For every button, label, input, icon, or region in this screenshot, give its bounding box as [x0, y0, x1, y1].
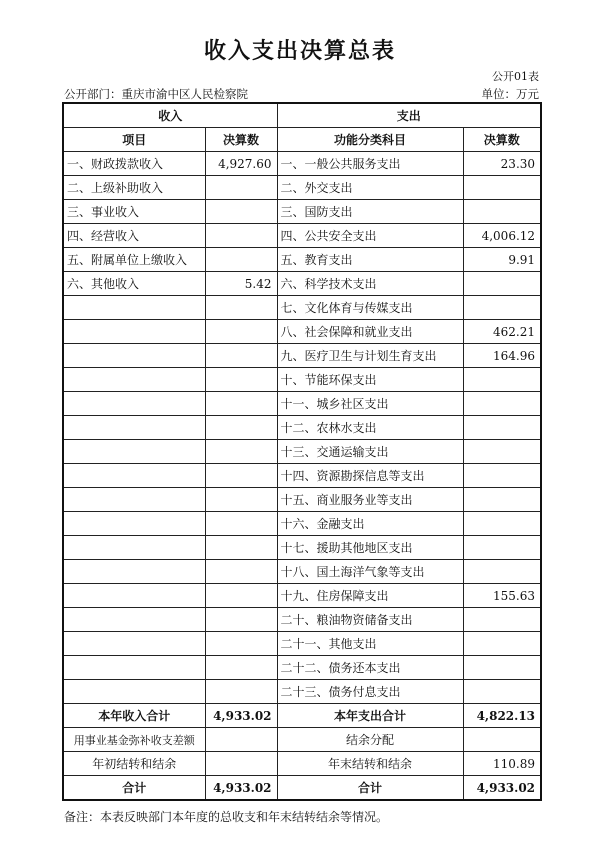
table-row	[63, 296, 541, 320]
expense-item-label: 七、文化体育与传媒支出	[277, 296, 463, 320]
table-row	[63, 320, 541, 344]
amount2-header: 决算数	[463, 128, 541, 152]
income-item-label	[63, 560, 205, 584]
footnote: 备注：本表反映部门本年度的总收支和年末结转结余等情况。	[64, 810, 389, 824]
page-title: 收入支出决算总表	[203, 38, 396, 64]
income-total-label: 本年收入合计	[63, 704, 205, 728]
table-row	[63, 224, 541, 248]
income-item-label	[63, 656, 205, 680]
table-row	[63, 584, 541, 608]
table-row	[63, 152, 541, 176]
func-header: 功能分类科目	[277, 128, 463, 152]
table-row	[63, 248, 541, 272]
expense-item-value	[463, 560, 541, 584]
expense-total-label: 本年支出合计	[277, 704, 463, 728]
expense-item-label: 四、公共安全支出	[277, 224, 463, 248]
expense-item-value	[463, 608, 541, 632]
expense-item-label: 六、科学技术支出	[277, 272, 463, 296]
table-row	[63, 680, 541, 704]
income-item-value	[205, 200, 277, 224]
expense-item-value	[463, 464, 541, 488]
table-row	[63, 176, 541, 200]
item-header: 项目	[63, 128, 205, 152]
income-item-label	[63, 608, 205, 632]
expense-item-value	[463, 512, 541, 536]
expense-item-value	[463, 680, 541, 704]
begin-value	[205, 752, 277, 776]
income-item-value	[205, 296, 277, 320]
grand-label-left: 合计	[63, 776, 205, 801]
expense-item-value	[463, 200, 541, 224]
income-item-value	[205, 512, 277, 536]
income-item-label	[63, 368, 205, 392]
income-item-value	[205, 632, 277, 656]
expense-item-label: 二十一、其他支出	[277, 632, 463, 656]
table-row	[63, 632, 541, 656]
table-row	[63, 536, 541, 560]
budget-table	[62, 102, 542, 801]
expense-item-value	[463, 440, 541, 464]
income-item-label	[63, 680, 205, 704]
total-row	[63, 704, 541, 728]
income-item-value	[205, 680, 277, 704]
income-item-label	[63, 632, 205, 656]
expense-item-label: 九、医疗卫生与计划生育支出	[277, 344, 463, 368]
income-item-label: 四、经营收入	[63, 224, 205, 248]
income-item-label	[63, 320, 205, 344]
table-row	[63, 344, 541, 368]
income-item-label	[63, 464, 205, 488]
table-row	[63, 200, 541, 224]
expense-item-value	[463, 656, 541, 680]
table-row	[63, 416, 541, 440]
income-item-value: 5.42	[205, 272, 277, 296]
expense-item-value: 4,006.12	[463, 224, 541, 248]
income-item-label	[63, 344, 205, 368]
grand-label-right: 合计	[277, 776, 463, 801]
table-row	[63, 560, 541, 584]
expense-item-label: 二十、粮油物资储备支出	[277, 608, 463, 632]
end-label: 年末结转和结余	[277, 752, 463, 776]
expense-item-label: 十四、资源勘探信息等支出	[277, 464, 463, 488]
income-item-label	[63, 536, 205, 560]
table-row	[63, 656, 541, 680]
expense-item-value	[463, 536, 541, 560]
expense-item-value	[463, 176, 541, 200]
grand-total-row	[63, 776, 541, 801]
form-number: 公开01表	[492, 70, 539, 83]
income-item-label	[63, 392, 205, 416]
expense-item-value: 23.30	[463, 152, 541, 176]
header-row-columns	[63, 128, 541, 152]
income-item-label	[63, 512, 205, 536]
end-value: 110.89	[463, 752, 541, 776]
income-item-label	[63, 584, 205, 608]
income-item-label: 三、事业收入	[63, 200, 205, 224]
expense-item-label: 十六、金融支出	[277, 512, 463, 536]
distribution-label: 结余分配	[277, 728, 463, 752]
department-label: 公开部门：重庆市渝中区人民检察院	[64, 87, 248, 101]
expense-item-value: 155.63	[463, 584, 541, 608]
table-row	[63, 272, 541, 296]
distribution-value	[463, 728, 541, 752]
expense-item-label: 二十三、债务付息支出	[277, 680, 463, 704]
expense-item-label: 十七、援助其他地区支出	[277, 536, 463, 560]
income-header: 收入	[63, 103, 277, 128]
expense-item-value: 462.21	[463, 320, 541, 344]
expense-item-label: 十、节能环保支出	[277, 368, 463, 392]
income-item-value	[205, 488, 277, 512]
expense-item-value	[463, 488, 541, 512]
expense-item-value	[463, 296, 541, 320]
expense-item-value	[463, 392, 541, 416]
table-row	[63, 368, 541, 392]
income-item-label: 六、其他收入	[63, 272, 205, 296]
expense-item-label: 十九、住房保障支出	[277, 584, 463, 608]
expense-item-label: 十五、商业服务业等支出	[277, 488, 463, 512]
expense-item-value: 9.91	[463, 248, 541, 272]
unit-label: 单位：万元	[481, 87, 539, 101]
expense-header: 支出	[277, 103, 541, 128]
income-item-value	[205, 416, 277, 440]
income-item-value	[205, 176, 277, 200]
income-item-value	[205, 656, 277, 680]
expense-item-label: 八、社会保障和就业支出	[277, 320, 463, 344]
expense-item-label: 十一、城乡社区支出	[277, 392, 463, 416]
expense-item-label: 十三、交通运输支出	[277, 440, 463, 464]
income-item-label: 一、财政拨款收入	[63, 152, 205, 176]
income-item-value	[205, 584, 277, 608]
income-item-value: 4,927.60	[205, 152, 277, 176]
income-item-value	[205, 608, 277, 632]
expense-item-label: 十八、国土海洋气象等支出	[277, 560, 463, 584]
income-item-value	[205, 224, 277, 248]
income-item-value	[205, 560, 277, 584]
income-item-value	[205, 536, 277, 560]
fund-value	[205, 728, 277, 752]
fund-label: 用事业基金弥补收支差额	[63, 728, 205, 752]
income-item-value	[205, 368, 277, 392]
expense-item-label: 五、教育支出	[277, 248, 463, 272]
expense-item-value: 164.96	[463, 344, 541, 368]
income-item-label	[63, 440, 205, 464]
expense-total-value: 4,822.13	[463, 704, 541, 728]
income-item-value	[205, 344, 277, 368]
income-item-label: 二、上级补助收入	[63, 176, 205, 200]
table-row	[63, 512, 541, 536]
expense-item-label: 二十二、债务还本支出	[277, 656, 463, 680]
table-row	[63, 464, 541, 488]
begin-label: 年初结转和结余	[63, 752, 205, 776]
expense-item-label: 十二、农林水支出	[277, 416, 463, 440]
expense-item-value	[463, 368, 541, 392]
expense-item-value	[463, 632, 541, 656]
income-item-value	[205, 248, 277, 272]
income-item-value	[205, 392, 277, 416]
income-item-value	[205, 464, 277, 488]
expense-item-value	[463, 272, 541, 296]
fund-row	[63, 728, 541, 752]
expense-item-label: 三、国防支出	[277, 200, 463, 224]
income-item-label	[63, 488, 205, 512]
income-item-value	[205, 440, 277, 464]
table-row	[63, 608, 541, 632]
amount-header: 决算数	[205, 128, 277, 152]
header-row-section	[63, 103, 541, 128]
expense-item-value	[463, 416, 541, 440]
grand-value-left: 4,933.02	[205, 776, 277, 801]
table-row	[63, 488, 541, 512]
grand-value-right: 4,933.02	[463, 776, 541, 801]
income-item-value	[205, 320, 277, 344]
income-total-value: 4,933.02	[205, 704, 277, 728]
income-item-label	[63, 416, 205, 440]
expense-item-label: 二、外交支出	[277, 176, 463, 200]
income-item-label: 五、附属单位上缴收入	[63, 248, 205, 272]
carryover-row	[63, 752, 541, 776]
table-row	[63, 440, 541, 464]
income-item-label	[63, 296, 205, 320]
table-row	[63, 392, 541, 416]
expense-item-label: 一、一般公共服务支出	[277, 152, 463, 176]
